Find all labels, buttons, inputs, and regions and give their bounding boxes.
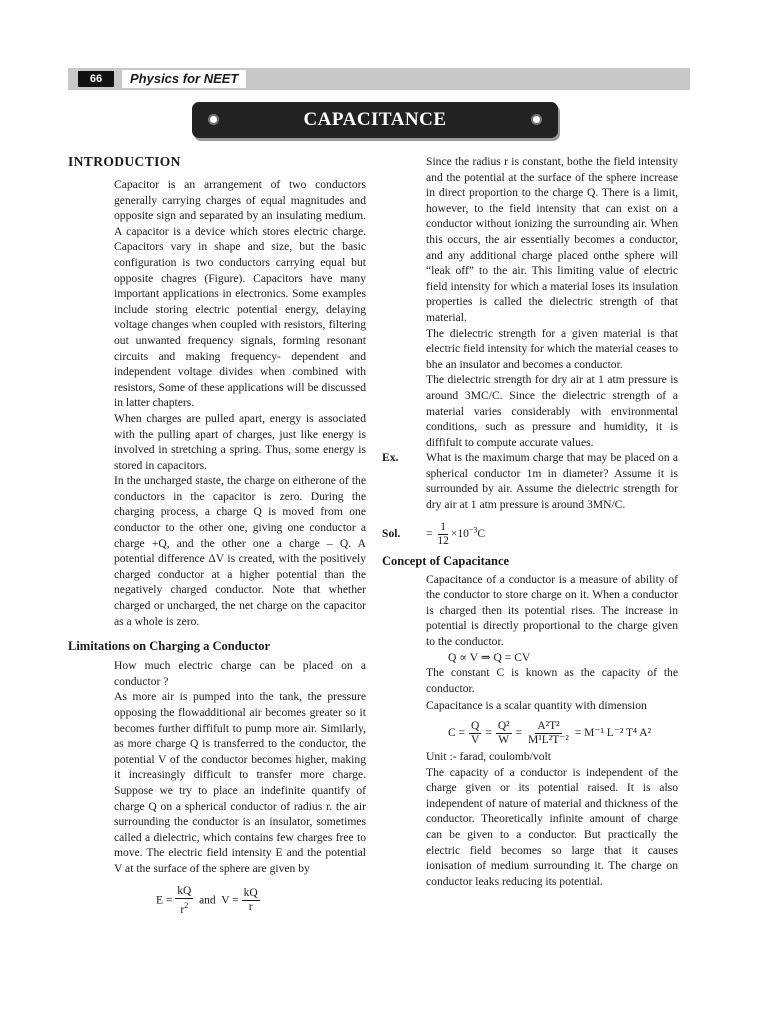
solution-denominator: 12	[437, 534, 449, 547]
solution-tag: Sol.	[382, 527, 401, 541]
dimension-formula: C = $\frac{Q}{V}$ = $\frac{\text{Q²}}{W}$ = $\frac{\text{A²T²}}{\text{M¹L²T⁻²}}$ = M⁻¹ L⁻² T⁴ A²	[448, 720, 652, 746]
intro-heading: INTRODUCTION	[68, 154, 181, 169]
dielectric-paragraph-3: The dielectric strength for dry air at 1 atm pressure is around 3MC/C. Since the dielectric strength of a material varies considerably with environmental conditions, such as pressure and humidity, it is diffifult to compute accurate values.	[426, 373, 678, 449]
dimension-fraction-1	[469, 720, 481, 747]
example-text: What is the maximum charge that may be placed on a spherical conductor 1m in diameter? Assume it is surrounded by air. Assume the dielectric strength for dry air at 1 atm pressure is around 3MN/C.	[426, 451, 678, 512]
dimension-f3-denominator: M¹L²T⁻²	[528, 734, 569, 746]
dielectric-paragraph-1: Since the radius r is constant, bothe the field intensity and the potential at the surface of the sphere increase in direct proportion to the charge Q. There is a limit, however, to the field intensity that can exist on a conductor without ionizing the surrounding air. When this occurs, the air essentially becomes a conductor, and any additional charge placed onthe sphere will “leak off” to the air. This limiting value of electric field intensity for which a material loses its insulation properties is called the dielectric strength of that material.	[426, 155, 678, 324]
dimension-f2-numerator: Q²	[497, 720, 510, 732]
formula-e-label: E =	[156, 894, 173, 907]
solution-multiplier: ×10	[450, 527, 469, 540]
limitations-paragraph-2: As more air is pumped into the tank, the pressure opposing the flowadditional air becomes greater so it becomes further diffifult to pump more air. Similarly, as more charge Q is transferred to the conductor, the potential V of the conductor becomes higher, making it increasingly difficult to transfer more charge. Suppose we try to place an indefinite quantify of charge Q on a spherical conductor of radius r. the air surrounding the conductor is an insulator, sometimes called a dielectric, which contains few charges free to move. The electric field intensity E and the potential V at the surface of the sphere are given by	[114, 690, 366, 875]
dimension-f2-denominator: W	[498, 734, 510, 746]
example-tag: Ex.	[382, 451, 399, 465]
dimension-fraction-3	[526, 720, 571, 747]
formula-v-numerator: kQ	[243, 886, 258, 899]
dimension-f1-denominator: V	[471, 734, 480, 746]
page-number: 66	[78, 71, 114, 87]
chapter-title: CAPACITANCE	[303, 109, 447, 130]
book-title: Physics for NEET	[122, 70, 246, 88]
solution-unit: C	[477, 527, 486, 540]
limitations-paragraph-1: How much electric charge can be placed on a conductor ?	[114, 659, 366, 688]
dimension-fraction-2	[496, 720, 512, 747]
dimension-c-label: C =	[448, 726, 466, 739]
formula-e-exponent: 2	[184, 900, 189, 910]
intro-paragraph-3: In the uncharged staste, the charge on eitherone of the conductors in the capacitor is zero. During the charging process, a charge Q is moved from one conductor to the other one, giving one conductor a charge +Q, and the other one a charge – Q. A potential difference ΔV is created, with the positively charged conductor at a higher potential than the negatively charged conductor. Note that whether charged or uncharged, the net charge on the capacitor as a whole is zero.	[114, 474, 366, 628]
proportionality-line: Q ∝ V ⇒ Q = CV	[448, 650, 531, 664]
dimension-f3-numerator: A²T²	[537, 720, 560, 732]
formula-and: and	[199, 894, 216, 907]
left-column	[68, 154, 366, 916]
formula-e-denominator: r	[180, 903, 185, 916]
right-column	[382, 154, 678, 889]
formula-v-fraction	[242, 887, 260, 914]
field-potential-formula	[68, 885, 366, 917]
solution-block	[382, 521, 678, 548]
banner-dot-right-icon	[531, 114, 542, 125]
dielectric-paragraph-2: The dielectric strength for a given material is that electric field intensity for which the material ceases to bhe an insulator and becomes a conductor.	[426, 326, 678, 371]
solution-numerator: 1	[440, 520, 446, 533]
intro-paragraph-1: Capacitor is an arrangement of two conductors generally carrying charges of equal magnitudes and opposite sign and separated by an insulating medium. A capacitor is a device which stores electric charge. Capacitors vary in shape and size, but the basic configuration is two conductors carrying equal but opposite chagres (Figure). Capacitors have many important applications in electronics. Some examples include storing electric potential energy, delaying voltage changes when coupled with resistors, filtering out unwanted frequency signals, forming resonant circuits and making frequency- dependent and independent voltage divides when combined with resistors, Some of these applications will be discussed in latter chapters.	[114, 178, 366, 410]
solution-formula	[426, 521, 485, 548]
capacitance-paragraph-1: Capacitance of a conductor is a measure of ability of the conductor to store charge on it. When a conductor is charged then its potential rises. The increase in potential is directly proportional to the charge given to the conductor.	[426, 572, 678, 649]
formula-e-fraction	[175, 885, 193, 917]
capacitance-paragraph-2: The constant C is known as the capacity of the conductor.	[426, 666, 678, 695]
capacitance-paragraph-4: The capacity of a conductor is independent of the charge given or its potential raised. It is also independent of nature of material and thickness of the conductor. Theoretically infinite amount of charge can be given to a conductor. But practically the electric field becomes so large that it causes ionisation of medium surrounding it. The charge on conductor leaks reducing its potential.	[426, 765, 678, 888]
dimension-result: = M⁻¹ L⁻² T⁴ A²	[574, 726, 652, 739]
limitations-heading: Limitations on Charging a Conductor	[68, 639, 271, 654]
solution-equals: =	[426, 527, 433, 540]
solution-exponent: −3	[468, 524, 478, 534]
solution-fraction	[435, 521, 451, 548]
formula-v-denominator: r	[248, 900, 253, 913]
formula-e-numerator: kQ	[177, 884, 192, 897]
formula-v-label: V =	[221, 894, 239, 907]
chapter-banner	[192, 102, 558, 138]
unit-line: Unit :- farad, coulomb/volt	[426, 750, 551, 763]
intro-paragraph-2: When charges are pulled apart, energy is associated with the pulling apart of charges, just like energy is involved in stretching a spring. Thus, some energy is stored in capacitors.	[114, 411, 366, 472]
example-block	[382, 450, 678, 512]
capacitance-heading: Concept of Capacitance	[382, 553, 510, 568]
capacitance-paragraph-3: Capacitance is a scalar quantity with dimension	[426, 699, 647, 713]
dimension-f1-numerator: Q	[471, 720, 480, 732]
